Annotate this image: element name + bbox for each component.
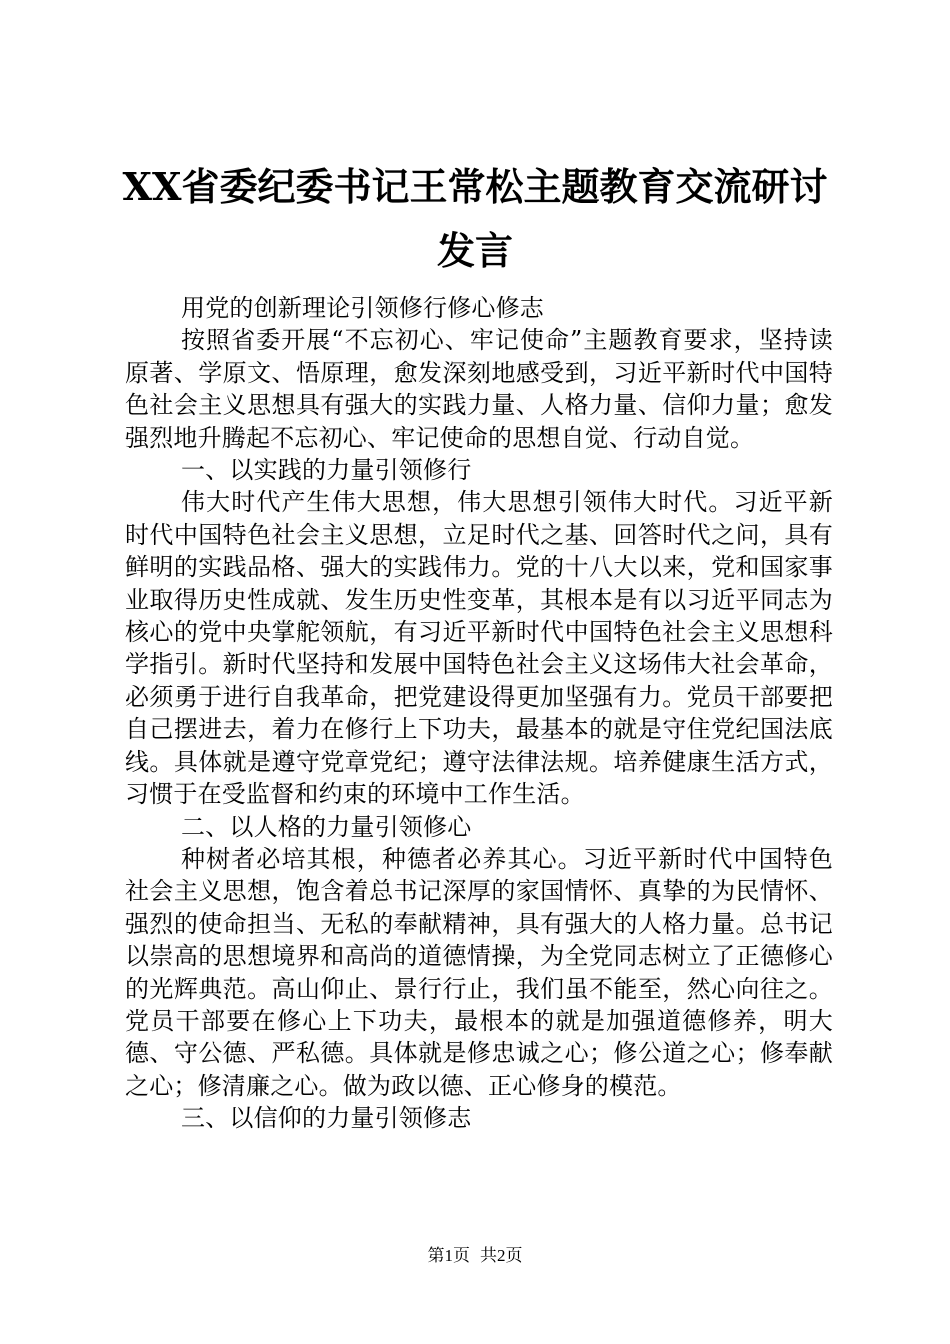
section-heading-3: 三、以信仰的力量引领修志 [181, 1104, 472, 1133]
section-paragraph-2: 种树者必培其根，种德者必养其心。习近平新时代中国特色社会主义思想，饱含着总书记深厚的家国情怀、真挚的为民情怀、强烈的使命担当、无私的奉献精神，具有强大的人格力量。总书记以崇高的思想境界和高尚的道德情操，为全党同志树立了正德修心的光辉典范。高山仰止、景行行止，我们虽不能至，然心向往之。党员干部要在修心上下功夫，最根本的就是加强道德修养，明大德、守公德、严私德。具体就是修忠诚之心；修公道之心；修奉献之心；修清廉之心。做为政以德、正心修身的模范。 [125, 844, 833, 1100]
page-footer [0, 1241, 950, 1266]
page-total: 共2页 [480, 1246, 523, 1265]
section-heading-2: 二、以人格的力量引领修心 [181, 812, 472, 841]
section-paragraph-1: 伟大时代产生伟大思想，伟大思想引领伟大时代。习近平新时代中国特色社会主义思想，立足时代之基、回答时代之问，具有鲜明的实践品格、强大的实践伟力。党的十八大以来，党和国家事业取得历史性成就、发生历史性变革，其根本是有以习近平同志为核心的党中央掌舵领航，有习近平新时代中国特色社会主义思想科学指引。新时代坚持和发展中国特色社会主义这场伟大社会革命，必须勇于进行自我革命，把党建设得更加坚强有力。党员干部要把自己摆进去，着力在修行上下功夫，最基本的就是守住党纪国法底线。具体就是遵守党章党纪；遵守法律法规。培养健康生活方式，习惯于在受监督和约束的环境中工作生活。 [125, 488, 833, 809]
subtitle-paragraph: 用党的创新理论引领修行修心修志 [181, 294, 544, 322]
page-number: 第1页 [427, 1246, 470, 1265]
intro-paragraph: 按照省委开展“不忘初心、牢记使命”主题教育要求，坚持读原著、学原文、悟原理，愈发深刻地感受到，习近平新时代中国特色社会主义思想具有强大的实践力量、人格力量、信仰力量；愈发强烈地升腾起不忘初心、牢记使命的思想自觉、行动自觉。 [125, 326, 833, 452]
document-body [125, 292, 833, 1135]
document-title: XX省委纪委书记王常松主题教育交流研讨发言 [122, 164, 828, 273]
section-heading-1: 一、以实践的力量引领修行 [181, 456, 472, 485]
